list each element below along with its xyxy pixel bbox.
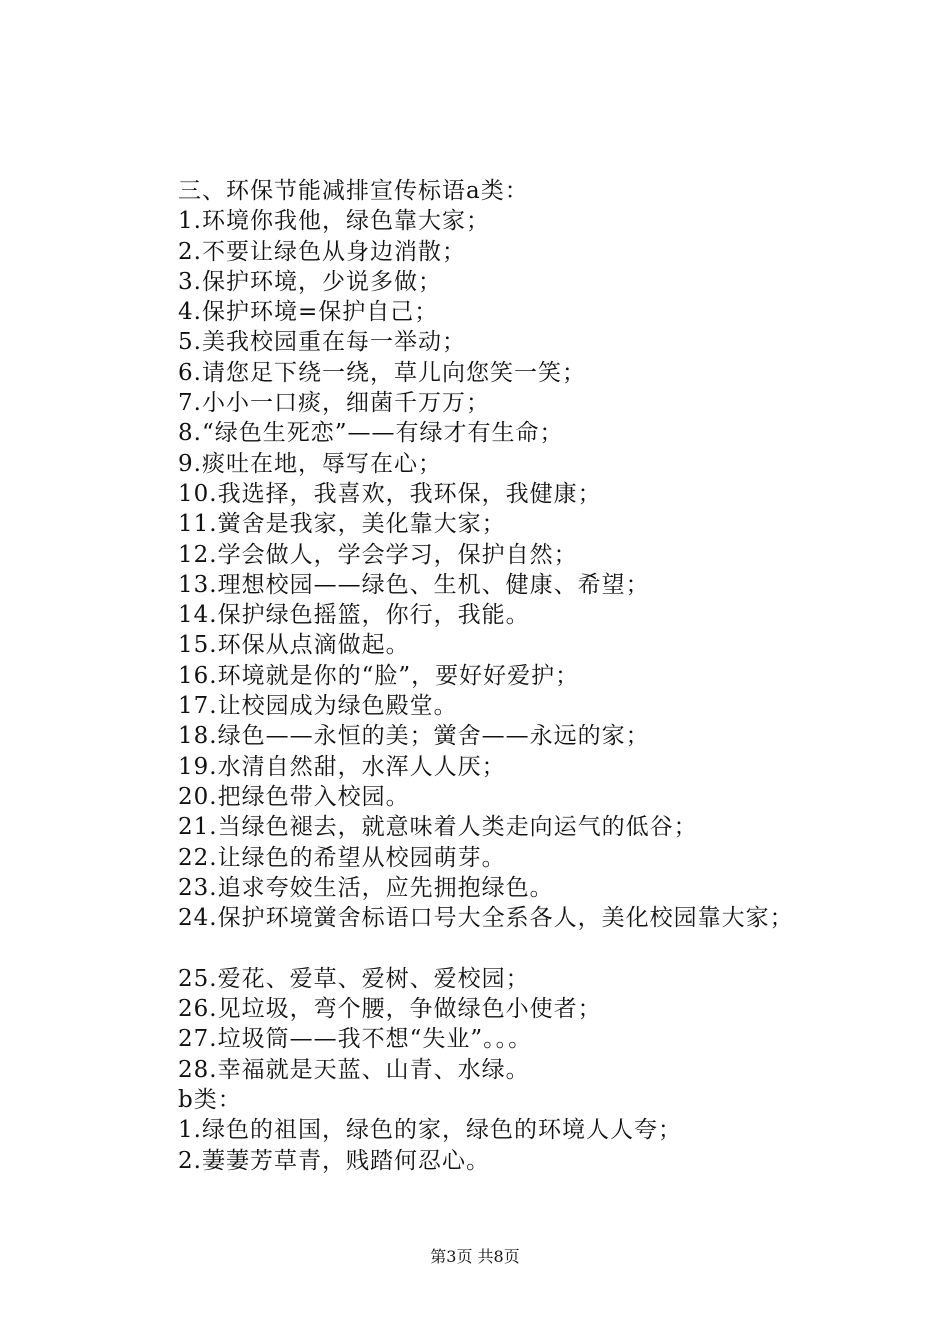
slogan-line: 8.“绿色生死恋”——有绿才有生命； — [178, 420, 564, 447]
slogan-line: 9.痰吐在地，辱写在心； — [178, 450, 442, 477]
slogan-line: 10.我选择，我喜欢，我环保，我健康； — [178, 480, 602, 507]
page-footer: 第3页 共8页 — [430, 1247, 520, 1266]
document-body — [178, 176, 918, 1176]
slogan-line: 1.环境你我他，绿色靠大家； — [178, 208, 490, 235]
slogan-line: 15.环保从点滴做起。 — [178, 632, 410, 659]
slogan-line: 13.理想校园——绿色、生机、健康、希望； — [178, 571, 650, 598]
slogan-line: 20.把绿色带入校园。 — [178, 783, 410, 810]
slogan-line: 11.黉舍是我家，美化靠大家； — [178, 511, 506, 538]
slogan-line: 28.幸福就是天蓝、山青、水绿。 — [178, 1056, 530, 1083]
slogan-line: 17.让校园成为绿色殿堂。 — [178, 693, 458, 720]
slogan-line: 27.垃圾筒——我不想“失业”。。。 — [178, 1026, 533, 1053]
section-heading: b类： — [178, 1086, 242, 1113]
slogan-line: 24.保护环境黉舍标语口号大全系各人，美化校园靠大家； — [178, 905, 794, 932]
slogan-line: 22.让绿色的希望从校园萌芽。 — [178, 844, 506, 871]
slogan-line: 14.保护绿色摇篮，你行，我能。 — [178, 602, 530, 629]
blank-line — [178, 933, 918, 963]
slogan-line: 2.萋萋芳草青，贱踏何忍心。 — [178, 1147, 490, 1174]
slogan-line: 18.绿色——永恒的美；黉舍——永远的家； — [178, 723, 650, 750]
slogan-line: 1.绿色的祖国，绿色的家，绿色的环境人人夸； — [178, 1117, 682, 1144]
slogan-line: 2.不要让绿色从身边消散； — [178, 238, 466, 265]
slogan-line: 12.学会做人，学会学习，保护自然； — [178, 541, 578, 568]
slogan-line: 5.美我校园重在每一举动； — [178, 329, 466, 356]
slogan-line: 26.见垃圾，弯个腰，争做绿色小使者； — [178, 996, 602, 1023]
slogan-line: 23.追求夸姣生活，应先拥抱绿色。 — [178, 874, 554, 901]
slogan-line: 21.当绿色褪去，就意味着人类走向运气的低谷； — [178, 814, 698, 841]
slogan-line: 19.水清自然甜，水浑人人厌； — [178, 753, 506, 780]
slogan-line: 7.小小一口痰，细菌千万万； — [178, 390, 490, 417]
slogan-line: 3.保护环境，少说多做； — [178, 268, 442, 295]
slogan-line: 6.请您足下绕一绕，草儿向您笑一笑； — [178, 359, 586, 386]
slogan-line: 16.环境就是你的“脸”，要好好爱护； — [178, 662, 580, 689]
slogan-line: 25.爱花、爱草、爱树、爱校园； — [178, 965, 530, 992]
section-heading: 三、环保节能减排宣传标语a类： — [178, 178, 529, 204]
slogan-line: 4.保护环境=保护自己； — [178, 299, 439, 326]
